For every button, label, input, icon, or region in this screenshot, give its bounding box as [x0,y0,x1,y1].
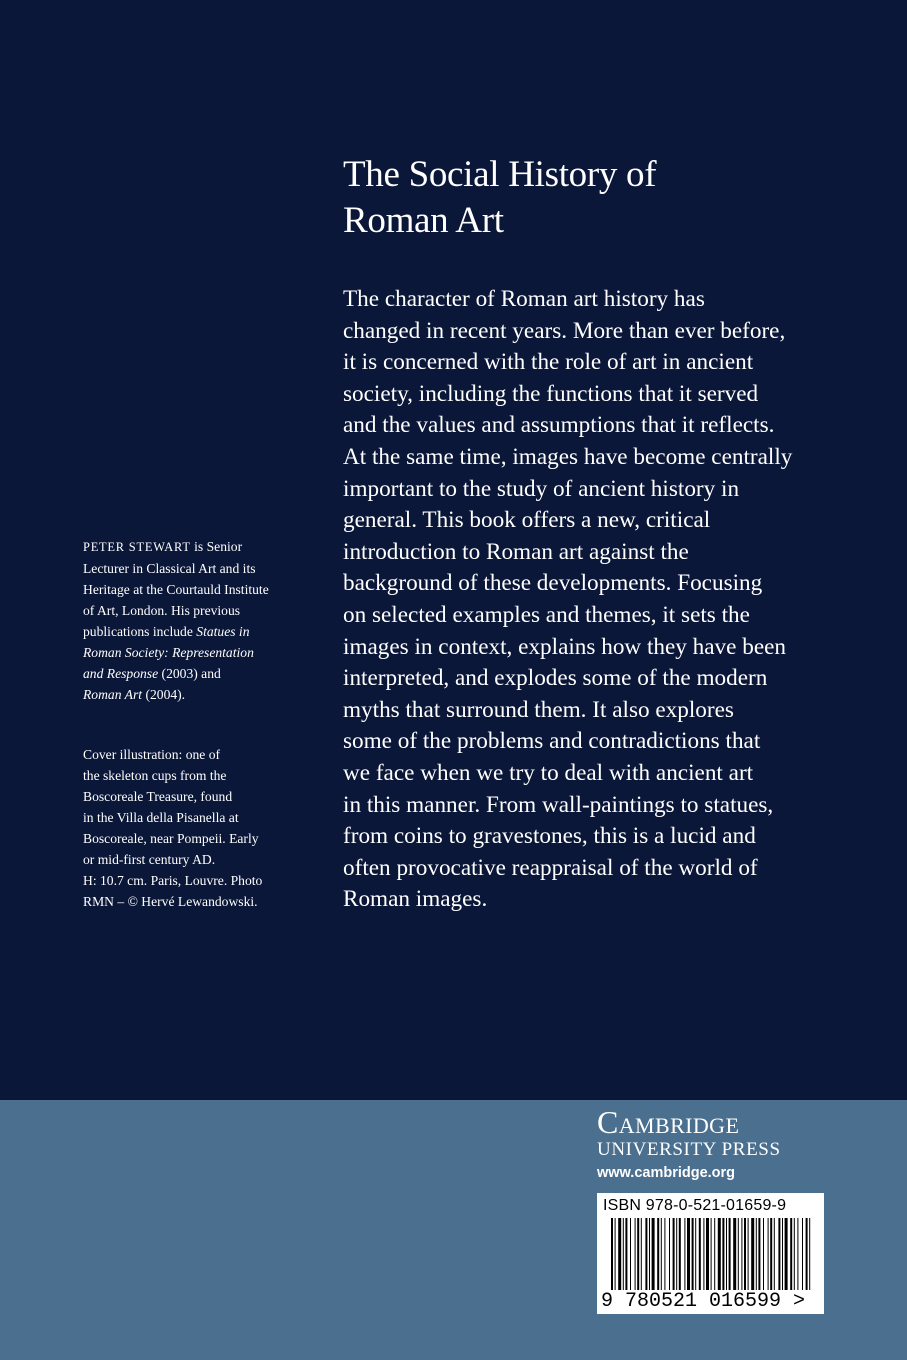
author-bio-line-5 [83,621,313,642]
barcode-bar [699,1218,701,1290]
barcode-bar [706,1218,709,1290]
book-title-reference: Statues in [196,624,250,639]
credit-line: Cover illustration: one of [83,747,221,762]
author-bio-line-1 [83,536,313,558]
barcode-bar [661,1218,662,1290]
barcode-bar [673,1218,675,1290]
barcode-bar [711,1218,712,1290]
author-bio-text: (2004). [142,687,186,702]
author-bio-text: is Senior [190,539,243,554]
barcode-bar [748,1218,749,1290]
blurb-line: At the same time, images have become centrally [343,443,793,470]
author-bio-line-3: Heritage at the Courtauld Institute [83,582,269,597]
book-title-reference: and Response [83,666,159,681]
barcode-bar [751,1218,754,1290]
barcode-bar [741,1218,742,1290]
barcode-bar [729,1218,731,1290]
blurb-line: in this manner. From wall-paintings to statues, [343,791,774,818]
barcode-bar [758,1218,760,1290]
barcode-bar [615,1218,616,1290]
barcode-bar [676,1218,677,1290]
author-bio-line-4: of Art, London. His previous [83,603,241,618]
author-bio-line-2: Lecturer in Classical Art and its [83,561,256,576]
book-title-line-2: Roman Art [343,200,504,241]
book-title-line-1: The Social History of [343,154,657,195]
author-bio [83,536,313,705]
blurb-line: myths that surround them. It also explores [343,696,734,723]
barcode-bar [722,1218,724,1290]
barcode-bar [806,1218,808,1290]
barcode-bar [714,1218,715,1290]
barcode-bar [645,1218,647,1290]
cover-illustration-credit [83,744,313,912]
blurb-line: it is concerned with the role of art in ancient [343,349,754,376]
barcode-bar [687,1218,690,1290]
author-name: PETER STEWART [83,540,191,554]
publisher-url: www.cambridge.org [597,1165,736,1181]
barcode-bar [763,1218,764,1290]
blurb-line: background of these developments. Focusing [343,570,763,597]
credit-line: in the Villa della Pisanella at [83,810,239,825]
barcode-bar [611,1218,613,1290]
author-bio-text: publications include [83,624,197,639]
credit-line: or mid-first century AD. [83,852,216,867]
author-bio-line-8 [83,684,313,705]
barcode-bar [802,1218,803,1290]
author-bio-line-6 [83,642,313,663]
credit-line: RMN – © Hervé Lewandowski. [83,894,258,909]
barcode-bar [637,1218,639,1290]
barcode-bar [738,1218,739,1290]
barcode-bar [809,1218,810,1290]
blurb-line: general. This book offers a new, critical [343,507,711,534]
book-title-reference: Roman Art [83,687,143,702]
blurb-line: Roman images. [343,886,488,913]
blurb-line: interpreted, and explodes some of the modern [343,665,768,692]
barcode-bar [797,1218,798,1290]
blurb-line: changed in recent years. More than ever before, [343,317,786,344]
barcode-bar [684,1218,685,1290]
barcode-bar [623,1218,624,1290]
barcode-bar [770,1218,772,1290]
credit-line: H: 10.7 cm. Paris, Louvre. Photo [83,873,263,888]
book-blurb [343,284,843,916]
barcode-bar [649,1218,650,1290]
barcode-bar [756,1218,757,1290]
blurb-line: and the values and assumptions that it reflects. [343,412,775,439]
barcode-bar [718,1218,721,1290]
barcode-bar [785,1218,788,1290]
publisher-logo [597,1104,837,1184]
barcode-bar [641,1218,642,1290]
barcode-bar [692,1218,694,1290]
barcode-digits: 9 780521 016599 > [601,1290,806,1313]
barcode-bar [794,1218,795,1290]
barcode-bar [790,1218,792,1290]
barcode-bar [726,1218,727,1290]
barcode-bar [618,1218,621,1290]
barcode-bar [703,1218,704,1290]
credit-line: Boscoreale, near Pompeii. Early [83,831,259,846]
publisher-subname: UNIVERSITY PRESS [597,1139,781,1160]
barcode-bar [774,1218,775,1290]
blurb-line: important to the study of ancient history in [343,475,740,502]
isbn-barcode [597,1193,824,1314]
barcode-bar [625,1218,627,1290]
barcode-bar [664,1218,665,1290]
blurb-line: The character of Roman art history has [343,286,705,312]
blurb-line: on selected examples and themes, it sets the [343,601,750,628]
barcode-bar [744,1218,746,1290]
blurb-line: often provocative reappraisal of the world of [343,854,758,881]
credit-line: the skeleton cups from the [83,768,227,783]
author-bio-line-7 [83,663,313,684]
barcode-bar [768,1218,769,1290]
barcode-bar [679,1218,681,1290]
book-title-reference: Roman Society: Representation [83,645,254,660]
isbn-label: ISBN 978-0-521-01659-9 [603,1197,787,1214]
blurb-line: society, including the functions that it served [343,380,759,407]
barcode-bar [782,1218,783,1290]
barcode-bar [733,1218,736,1290]
blurb-line: introduction to Roman art against the [343,538,689,565]
author-bio-text: (2003) and [158,666,221,681]
barcode-bar [778,1218,780,1290]
blurb-line: we face when we try to deal with ancient art [343,759,754,786]
barcode-bar [630,1218,631,1290]
blurb-line: images in context, explains how they have been [343,633,787,660]
publisher-name: Cambridge [597,1104,740,1140]
barcode-bar [652,1218,655,1290]
credit-line: Boscoreale Treasure, found [83,789,233,804]
barcode-bar [695,1218,696,1290]
barcode-bar [635,1218,636,1290]
blurb-line: some of the problems and contradictions that [343,728,761,755]
barcode-bar [669,1218,670,1290]
barcode-bar [657,1218,659,1290]
book-title [343,152,823,244]
blurb-line: from coins to gravestones, this is a lucid and [343,823,756,850]
